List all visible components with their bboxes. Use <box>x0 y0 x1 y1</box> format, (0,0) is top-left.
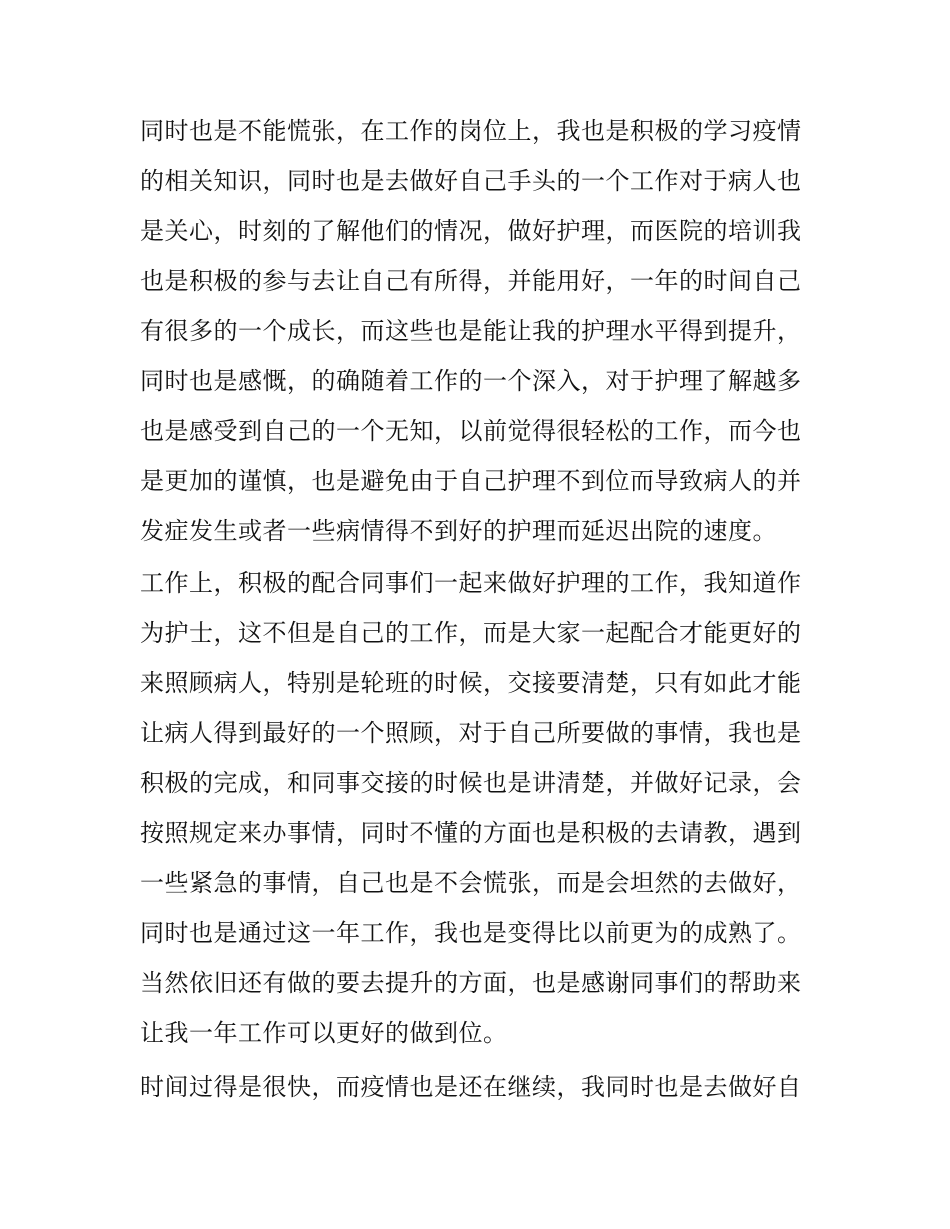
text-line: 时间过得是很快，而疫情也是还在继续，我同时也是去做好自 <box>140 1073 802 1101</box>
text-line: 为护士，这不但是自己的工作，而是大家一起配合才能更好的 <box>140 619 802 647</box>
text-line: 按照规定来办事情，同时不懂的方面也是积极的去请教，遇到 <box>140 819 802 847</box>
text-line: 让我一年工作可以更好的做到位。 <box>140 1019 508 1047</box>
text-line: 同时也是感慨，的确随着工作的一个深入，对于护理了解越多 <box>140 367 802 395</box>
text-line: 发症发生或者一些病情得不到好的护理而延迟出院的速度。 <box>140 517 777 545</box>
text-line: 有很多的一个成长，而这些也是能让我的护理水平得到提升， <box>140 317 802 345</box>
text-line: 也是积极的参与去让自己有所得，并能用好，一年的时间自己 <box>140 267 802 295</box>
text-line: 让病人得到最好的一个照顾，对于自己所要做的事情，我也是 <box>140 719 802 747</box>
text-line: 同时也是不能慌张，在工作的岗位上，我也是积极的学习疫情 <box>140 117 802 145</box>
text-line: 工作上，积极的配合同事们一起来做好护理的工作，我知道作 <box>140 569 802 597</box>
document-body <box>140 106 830 1112</box>
text-line: 是关心，时刻的了解他们的情况，做好护理，而医院的培训我 <box>140 217 802 245</box>
text-line: 是更加的谨慎，也是避免由于自己护理不到位而导致病人的并 <box>140 467 802 495</box>
text-line: 的相关知识，同时也是去做好自己手头的一个工作对于病人也 <box>140 167 802 195</box>
text-line: 也是感受到自己的一个无知，以前觉得很轻松的工作，而今也 <box>140 417 802 445</box>
text-line: 来照顾病人，特别是轮班的时候，交接要清楚，只有如此才能 <box>140 669 802 697</box>
text-line: 积极的完成，和同事交接的时候也是讲清楚，并做好记录，会 <box>140 769 802 797</box>
text-line: 同时也是通过这一年工作，我也是变得比以前更为的成熟了。 <box>140 919 802 947</box>
text-line: 当然依旧还有做的要去提升的方面，也是感谢同事们的帮助来 <box>140 969 802 997</box>
text-line: 一些紧急的事情，自己也是不会慌张，而是会坦然的去做好， <box>140 869 802 897</box>
